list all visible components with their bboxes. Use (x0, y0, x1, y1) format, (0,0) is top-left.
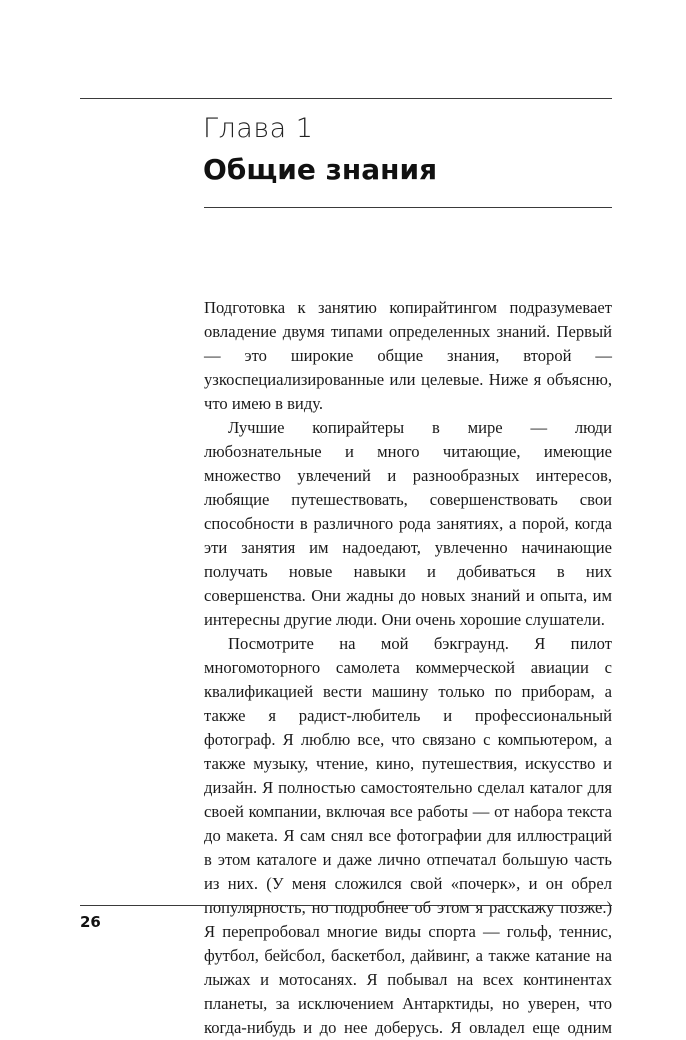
paragraph-2: Лучшие копирайтеры в мире — люди любознательные и много читающие, имеющие множество увлечений и разнообразных интересов, любящие путешествовать, совершенствовать свои способности в различного рода занятиях, а порой, когда эти занятия им надоедают, увлеченно начинающие получать новые навыки и добиваться в них совершенства. Они жадны до новых знаний и опыта, им интересны другие люди. Они очень хорошие слушатели. (204, 418, 612, 629)
chapter-number: Глава 1 (203, 113, 314, 144)
bottom-divider (80, 905, 612, 906)
paragraph-1: Подготовка к занятию копирайтингом подразумевает овладение двумя типами определенных знаний. Первый — это широкие общие знания, второй — узкоспециализированные или целевые. Ниже я объясню, что имею в виду. (204, 298, 612, 413)
page-number: 26 (80, 913, 101, 931)
body-text (204, 296, 612, 1040)
top-divider (80, 98, 612, 99)
title-divider (204, 207, 612, 208)
chapter-title: Общие знания (203, 153, 438, 186)
paragraph-3: Посмотрите на мой бэкграунд. Я пилот многомоторного самолета коммерческой авиации с квалификацией вести машину только по приборам, а также я радист-любитель и профессиональный фотограф. Я люблю все, что связано с компьютером, а также музыку, чтение, кино, путешествия, искусство и дизайн. Я полностью самостоятельно сделал каталог для своей компании, включая все работы — от набора текста до макета. Я сам снял все фотографии для иллюстраций в этом каталоге и даже лично отпечатал большую часть из них. (У меня сложился свой «почерк», и он обрел популярность, но подробнее об этом я расскажу позже.) Я перепробовал многие виды спорта — гольф, теннис, футбол, бейсбол, баскетбол, дайвинг, а также катание на лыжах и мотосанях. Я побывал на всех континентах планеты, за исключением Антарктиды, но уверен, что когда-нибудь и до нее доберусь. Я овладел еще одним (204, 634, 612, 1037)
